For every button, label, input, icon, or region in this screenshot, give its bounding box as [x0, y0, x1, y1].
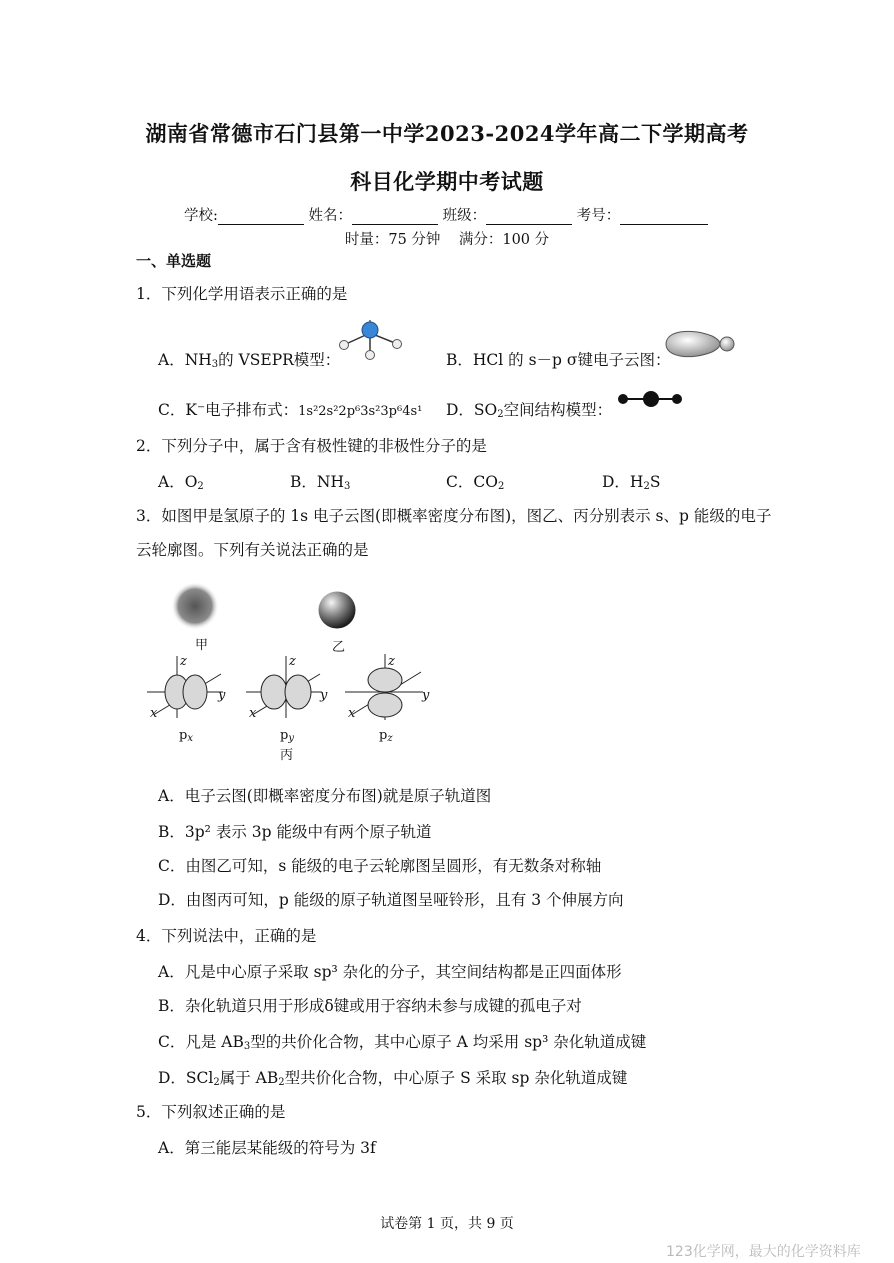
class-field[interactable] [486, 208, 572, 225]
school-label: 学校: [184, 208, 218, 224]
school-field[interactable] [218, 208, 304, 225]
title-line-1: 湖南省常德市石门县第一中学2023-2024学年高二下学期高考 [145, 121, 749, 146]
pz-y-axis-label: y [422, 688, 430, 703]
px-y-axis-label: y [218, 688, 226, 703]
px-z-axis-label: z [180, 654, 187, 669]
q5-option-a: A．第三能层某能级的符号为 3f [158, 1139, 376, 1157]
q2-option-d: D．$H_2S$ [602, 473, 661, 492]
q1-option-b: B．HCl 的 s－p σ键电子云图： [446, 351, 671, 369]
fig-bing-label: 丙 [280, 748, 294, 763]
q1-option-d: D．$SO_2$空间结构模型： [446, 401, 613, 420]
q1-option-c: C．K⁻电子排布式：1s²2s²2p⁶3s²3p⁶4s¹ [158, 401, 423, 419]
info-line [184, 204, 708, 225]
q3-stem-line-2: 云轮廓图。下列有关说法正确的是 [136, 541, 369, 559]
q3-option-c: C．由图乙可知，s 能级的电子云轮廓图呈圆形，有无数条对称轴 [158, 857, 602, 875]
q1-option-a: A．$NH_3$的 VSEPR模型： [158, 351, 341, 370]
q1-stem: 1．下列化学用语表示正确的是 [136, 285, 348, 303]
q2-option-a: A．$O_2$ [158, 473, 204, 492]
q3-stem-line-1: 3．如图甲是氢原子的 1s 电子云图(即概率密度分布图)，图乙、丙分别表示 s、p 能级的电子 [136, 507, 772, 525]
q3-option-a: A．电子云图(即概率密度分布图)就是原子轨道图 [158, 787, 492, 805]
so2-structure-model-image [615, 389, 685, 409]
hcl-s-p-sigma-cloud-image [662, 326, 738, 362]
fig-yi-label: 乙 [332, 640, 346, 655]
watermark: 123化学网，最大的化学资料库 [666, 1244, 861, 1260]
q3-option-b: B．3p² 表示 3p 能级中有两个原子轨道 [158, 823, 432, 841]
s-orbital-sphere-image [317, 590, 357, 630]
py-y-axis-label: y [320, 688, 328, 703]
time-info: 时量：75 分钟 满分：100 分 [344, 232, 550, 248]
section-heading: 一、单选题 [136, 252, 212, 270]
q4-option-d: D．SCl$_2$属于 $AB_2$型共价化合物，中心原子 S 采取 sp 杂化轨道成键 [158, 1069, 628, 1088]
pz-z-axis-label: z [388, 654, 395, 669]
px-x-axis-label: x [150, 706, 158, 721]
name-field[interactable] [352, 208, 438, 225]
fig-jia-label: 甲 [195, 638, 209, 653]
page-footer: 试卷第 1 页，共 9 页 [380, 1216, 514, 1232]
py-x-axis-label: x [249, 706, 257, 721]
q2-option-b: B．$NH_3$ [290, 473, 351, 492]
q5-stem: 5．下列叙述正确的是 [136, 1103, 286, 1121]
q2-option-c: C．$CO_2$ [446, 473, 505, 492]
q2-stem: 2．下列分子中，属于含有极性键的非极性分子的是 [136, 437, 487, 455]
px-label: $p_x$ [179, 728, 193, 744]
class-label: 班级： [442, 208, 487, 224]
q4-option-c: C．凡是 $AB_3$型的共价化合物，其中心原子 A 均采用 sp³ 杂化轨道成键 [158, 1033, 647, 1052]
nh3-vsepr-model-image [336, 318, 404, 362]
name-label: 姓名： [308, 208, 352, 224]
pz-label: $p_z$ [379, 728, 393, 744]
pz-x-axis-label: x [348, 706, 356, 721]
q3-option-d: D．由图丙可知，p 能级的原子轨道图呈哑铃形，且有 3 个伸展方向 [158, 891, 624, 909]
electron-cloud-1s-image [170, 580, 220, 632]
py-label: $p_y$ [280, 728, 294, 744]
exam-number-field[interactable] [620, 208, 708, 225]
title-line-2: 科目化学期中考试题 [350, 169, 544, 194]
exam-number-label: 考号： [576, 208, 621, 224]
q4-stem: 4．下列说法中，正确的是 [136, 927, 317, 945]
q4-option-b: B．杂化轨道只用于形成δ键或用于容纳未参与成键的孤电子对 [158, 997, 582, 1015]
py-z-axis-label: z [289, 654, 296, 669]
q4-option-a: A．凡是中心原子采取 sp³ 杂化的分子，其空间结构都是正四面体形 [158, 963, 622, 981]
